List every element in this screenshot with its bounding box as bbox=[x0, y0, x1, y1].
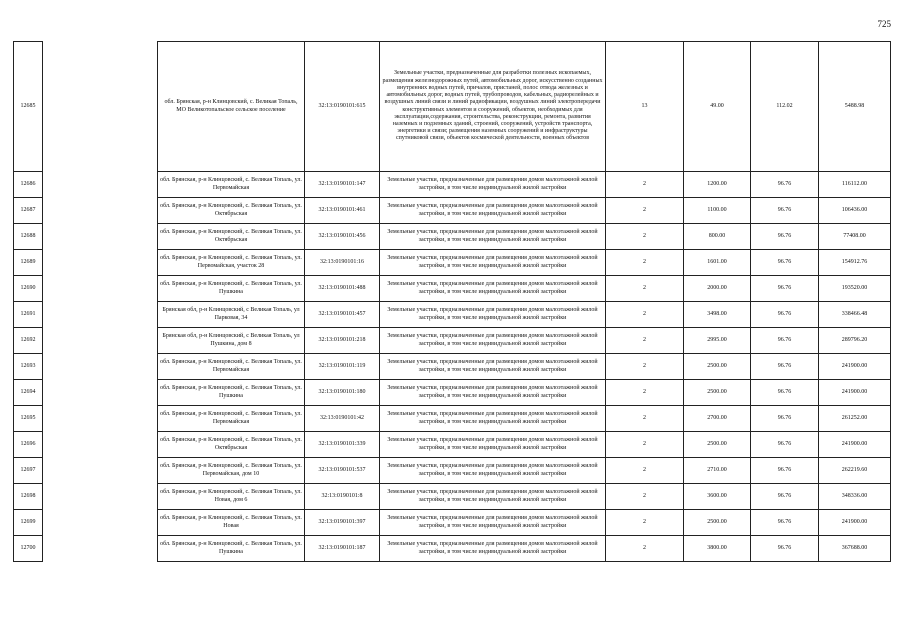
table-row bbox=[14, 354, 891, 380]
table-row bbox=[14, 198, 891, 224]
cadastral-number-cell: 32:13:0190101:397 bbox=[305, 510, 380, 536]
cadastral-value-cell: 106436.00 bbox=[819, 198, 891, 224]
cadastral-value-cell: 5488.98 bbox=[819, 42, 891, 172]
table-row bbox=[14, 380, 891, 406]
use-group-cell: 2 bbox=[606, 276, 684, 302]
specific-value-cell: 112.02 bbox=[751, 42, 819, 172]
land-use-cell: Земельные участки, предназначенные для размещения домов малоэтажной жилой застройки, в том числе индивидуальной жилой застройки bbox=[380, 328, 606, 354]
cadastral-number-cell: 32:13:0190101:456 bbox=[305, 224, 380, 250]
land-use-cell: Земельные участки, предназначенные для размещения домов малоэтажной жилой застройки, в том числе индивидуальной жилой застройки bbox=[380, 484, 606, 510]
area-cell: 49.00 bbox=[684, 42, 751, 172]
area-cell: 3800.00 bbox=[684, 536, 751, 562]
gap-cell bbox=[43, 380, 158, 406]
specific-value-cell: 96.76 bbox=[751, 302, 819, 328]
address-cell: Брянская обл, р-н Клинцовский, с Великая Топаль, ул Пушкина, дом 8 bbox=[158, 328, 305, 354]
specific-value-cell: 96.76 bbox=[751, 510, 819, 536]
use-group-cell: 2 bbox=[606, 302, 684, 328]
use-group-cell: 2 bbox=[606, 354, 684, 380]
table-row bbox=[14, 42, 891, 172]
cadastral-value-cell: 348336.00 bbox=[819, 484, 891, 510]
specific-value-cell: 96.76 bbox=[751, 224, 819, 250]
cadastral-value-cell: 262219.60 bbox=[819, 458, 891, 484]
record-number-cell: 12687 bbox=[14, 198, 43, 224]
cadastral-number-cell: 32:13:0190101:42 bbox=[305, 406, 380, 432]
land-use-cell: Земельные участки, предназначенные для размещения домов малоэтажной жилой застройки, в том числе индивидуальной жилой застройки bbox=[380, 250, 606, 276]
area-cell: 2000.00 bbox=[684, 276, 751, 302]
cadastral-value-cell: 154912.76 bbox=[819, 250, 891, 276]
gap-cell bbox=[43, 328, 158, 354]
area-cell: 2710.00 bbox=[684, 458, 751, 484]
cadastral-number-cell: 32:13:0190101:488 bbox=[305, 276, 380, 302]
area-cell: 3498.00 bbox=[684, 302, 751, 328]
address-cell: обл. Брянская, р-н Клинцовский, с. Великая Топаль, ул. Пушкина bbox=[158, 276, 305, 302]
specific-value-cell: 96.76 bbox=[751, 432, 819, 458]
specific-value-cell: 96.76 bbox=[751, 276, 819, 302]
record-number-cell: 12691 bbox=[14, 302, 43, 328]
gap-cell bbox=[43, 172, 158, 198]
cadastral-value-cell: 77408.00 bbox=[819, 224, 891, 250]
gap-cell bbox=[43, 42, 158, 172]
cadastral-number-cell: 32:13:0190101:461 bbox=[305, 198, 380, 224]
address-cell: обл. Брянская, р-н Клинцовский, с. Великая Топаль, ул. Первомайская bbox=[158, 354, 305, 380]
land-use-cell: Земельные участки, предназначенные для размещения домов малоэтажной жилой застройки, в том числе индивидуальной жилой застройки bbox=[380, 510, 606, 536]
gap-cell bbox=[43, 250, 158, 276]
record-number-cell: 12689 bbox=[14, 250, 43, 276]
area-cell: 1200.00 bbox=[684, 172, 751, 198]
record-number-cell: 12695 bbox=[14, 406, 43, 432]
area-cell: 1100.00 bbox=[684, 198, 751, 224]
gap-cell bbox=[43, 484, 158, 510]
cadastral-value-cell: 193520.00 bbox=[819, 276, 891, 302]
land-use-cell: Земельные участки, предназначенные для размещения домов малоэтажной жилой застройки, в том числе индивидуальной жилой застройки bbox=[380, 406, 606, 432]
cadastral-value-cell: 241900.00 bbox=[819, 432, 891, 458]
area-cell: 3600.00 bbox=[684, 484, 751, 510]
land-use-cell: Земельные участки, предназначенные для размещения домов малоэтажной жилой застройки, в том числе индивидуальной жилой застройки bbox=[380, 172, 606, 198]
land-use-cell: Земельные участки, предназначенные для размещения домов малоэтажной жилой застройки, в том числе индивидуальной жилой застройки bbox=[380, 224, 606, 250]
address-cell: обл. Брянская, р-н Клинцовский, с. Великая Топаль, ул. Новая bbox=[158, 510, 305, 536]
use-group-cell: 2 bbox=[606, 484, 684, 510]
area-cell: 2500.00 bbox=[684, 354, 751, 380]
table-row bbox=[14, 458, 891, 484]
gap-cell bbox=[43, 458, 158, 484]
address-cell: обл. Брянская, р-н Клинцовский, с. Великая Топаль, ул. Пушкина bbox=[158, 536, 305, 562]
record-number-cell: 12693 bbox=[14, 354, 43, 380]
use-group-cell: 2 bbox=[606, 406, 684, 432]
cadastral-number-cell: 32:13:0190101:457 bbox=[305, 302, 380, 328]
table-row bbox=[14, 250, 891, 276]
address-cell: обл. Брянская, р-н Клинцовский, с. Великая Топаль, ул. Пушкина bbox=[158, 380, 305, 406]
specific-value-cell: 96.76 bbox=[751, 198, 819, 224]
cadastral-number-cell: 32:13:0190101:615 bbox=[305, 42, 380, 172]
specific-value-cell: 96.76 bbox=[751, 172, 819, 198]
gap-cell bbox=[43, 432, 158, 458]
cadastral-value-cell: 241900.00 bbox=[819, 380, 891, 406]
cadastral-value-cell: 261252.00 bbox=[819, 406, 891, 432]
record-number-cell: 12688 bbox=[14, 224, 43, 250]
gap-cell bbox=[43, 510, 158, 536]
cadastral-value-cell: 241900.00 bbox=[819, 354, 891, 380]
cadastral-value-cell: 338466.48 bbox=[819, 302, 891, 328]
area-cell: 800.00 bbox=[684, 224, 751, 250]
table-row bbox=[14, 536, 891, 562]
use-group-cell: 2 bbox=[606, 328, 684, 354]
land-use-cell: Земельные участки, предназначенные для размещения домов малоэтажной жилой застройки, в том числе индивидуальной жилой застройки bbox=[380, 458, 606, 484]
cadastral-number-cell: 32:13:0190101:537 bbox=[305, 458, 380, 484]
area-cell: 2500.00 bbox=[684, 380, 751, 406]
record-number-cell: 12697 bbox=[14, 458, 43, 484]
cadastral-number-cell: 32:13:0190101:180 bbox=[305, 380, 380, 406]
address-cell: обл. Брянская, р-н Клинцовский, с. Великая Топаль, ул. Новая, дом 6 bbox=[158, 484, 305, 510]
area-cell: 2500.00 bbox=[684, 510, 751, 536]
cadastral-value-cell: 116112.00 bbox=[819, 172, 891, 198]
address-cell: обл. Брянская, р-н Клинцовский, с. Великая Топаль, ул. Октябрьская bbox=[158, 432, 305, 458]
cadastral-number-cell: 32:13:0190101:16 bbox=[305, 250, 380, 276]
table-row bbox=[14, 172, 891, 198]
table-row bbox=[14, 302, 891, 328]
gap-cell bbox=[43, 302, 158, 328]
use-group-cell: 2 bbox=[606, 510, 684, 536]
use-group-cell: 2 bbox=[606, 432, 684, 458]
table-body bbox=[14, 42, 891, 562]
address-cell: Брянская обл, р-н Клинцовский, с Великая Топаль, ул Парковая, 34 bbox=[158, 302, 305, 328]
land-use-cell: Земельные участки, предназначенные для разработки полезных ископаемых, размещения железнодорожных путей, автомобильных дорог, искусственно созданных внутренних водных путей, причалов, пристаней, полос отвода железных и автомобильных дорог, водных путей, трубопроводов, кабельных, радиорелейных и воздушных линий связи и линий радиофикации, воздушных линий электропередачи конструктивных элементов и сооружений, объектов, необходимых для эксплуатации,содержания, строительства, реконструкции, ремонта, развития наземных и подземных зданий, строений, сооружений, устройств транспорта, энергетики и связи; размещения наземных сооружений и инфраструктуры спутниковой связи, объектов космической деятельности, военных объектов bbox=[380, 42, 606, 172]
land-use-cell: Земельные участки, предназначенные для размещения домов малоэтажной жилой застройки, в том числе индивидуальной жилой застройки bbox=[380, 198, 606, 224]
record-number-cell: 12686 bbox=[14, 172, 43, 198]
land-use-cell: Земельные участки, предназначенные для размещения домов малоэтажной жилой застройки, в том числе индивидуальной жилой застройки bbox=[380, 354, 606, 380]
address-cell: обл. Брянская, р-н Клинцовский, с. Великая Топаль, МО Великотопальское сельское поселение bbox=[158, 42, 305, 172]
specific-value-cell: 96.76 bbox=[751, 328, 819, 354]
record-number-cell: 12699 bbox=[14, 510, 43, 536]
gap-cell bbox=[43, 536, 158, 562]
table-row bbox=[14, 484, 891, 510]
land-use-cell: Земельные участки, предназначенные для размещения домов малоэтажной жилой застройки, в том числе индивидуальной жилой застройки bbox=[380, 302, 606, 328]
record-number-cell: 12690 bbox=[14, 276, 43, 302]
record-number-cell: 12700 bbox=[14, 536, 43, 562]
table-row bbox=[14, 406, 891, 432]
record-number-cell: 12692 bbox=[14, 328, 43, 354]
specific-value-cell: 96.76 bbox=[751, 458, 819, 484]
use-group-cell: 2 bbox=[606, 224, 684, 250]
specific-value-cell: 96.76 bbox=[751, 354, 819, 380]
table-row bbox=[14, 224, 891, 250]
record-number-cell: 12685 bbox=[14, 42, 43, 172]
cadastral-number-cell: 32:13:0190101:147 bbox=[305, 172, 380, 198]
record-number-cell: 12694 bbox=[14, 380, 43, 406]
cadastral-number-cell: 32:13:0190101:218 bbox=[305, 328, 380, 354]
address-cell: обл. Брянская, р-н Клинцовский, с. Великая Топаль, ул. Первомайская bbox=[158, 172, 305, 198]
use-group-cell: 2 bbox=[606, 458, 684, 484]
cadastral-number-cell: 32:13:0190101:119 bbox=[305, 354, 380, 380]
gap-cell bbox=[43, 406, 158, 432]
address-cell: обл. Брянская, р-н Клинцовский, с. Великая Топаль, ул. Октябрьская bbox=[158, 198, 305, 224]
gap-cell bbox=[43, 224, 158, 250]
table-row bbox=[14, 328, 891, 354]
use-group-cell: 13 bbox=[606, 42, 684, 172]
address-cell: обл. Брянская, р-н Клинцовский, с. Великая Топаль, ул. Октябрьская bbox=[158, 224, 305, 250]
record-number-cell: 12698 bbox=[14, 484, 43, 510]
area-cell: 1601.00 bbox=[684, 250, 751, 276]
cadastral-value-cell: 289796.20 bbox=[819, 328, 891, 354]
cadastral-number-cell: 32:13:0190101:187 bbox=[305, 536, 380, 562]
land-cadastral-value-table bbox=[13, 41, 891, 562]
use-group-cell: 2 bbox=[606, 198, 684, 224]
specific-value-cell: 96.76 bbox=[751, 406, 819, 432]
specific-value-cell: 96.76 bbox=[751, 484, 819, 510]
table-row bbox=[14, 432, 891, 458]
address-cell: обл. Брянская, р-н Клинцовский, с. Великая Топаль, ул. Первомайская, дом 10 bbox=[158, 458, 305, 484]
use-group-cell: 2 bbox=[606, 250, 684, 276]
gap-cell bbox=[43, 276, 158, 302]
land-use-cell: Земельные участки, предназначенные для размещения домов малоэтажной жилой застройки, в том числе индивидуальной жилой застройки bbox=[380, 536, 606, 562]
gap-cell bbox=[43, 354, 158, 380]
gap-cell bbox=[43, 198, 158, 224]
record-number-cell: 12696 bbox=[14, 432, 43, 458]
table-row bbox=[14, 510, 891, 536]
use-group-cell: 2 bbox=[606, 380, 684, 406]
area-cell: 2700.00 bbox=[684, 406, 751, 432]
specific-value-cell: 96.76 bbox=[751, 536, 819, 562]
area-cell: 2995.00 bbox=[684, 328, 751, 354]
cadastral-value-cell: 241900.00 bbox=[819, 510, 891, 536]
address-cell: обл. Брянская, р-н Клинцовский, с. Великая Топаль, ул. Первомайская bbox=[158, 406, 305, 432]
cadastral-number-cell: 32:13:0190101:8 bbox=[305, 484, 380, 510]
cadastral-value-cell: 367688.00 bbox=[819, 536, 891, 562]
page-number: 725 bbox=[877, 19, 891, 29]
land-use-cell: Земельные участки, предназначенные для размещения домов малоэтажной жилой застройки, в том числе индивидуальной жилой застройки bbox=[380, 380, 606, 406]
area-cell: 2500.00 bbox=[684, 432, 751, 458]
use-group-cell: 2 bbox=[606, 172, 684, 198]
cadastral-number-cell: 32:13:0190101:339 bbox=[305, 432, 380, 458]
address-cell: обл. Брянская, р-н Клинцовский, с. Великая Топаль, ул. Первомайская, участок 28 bbox=[158, 250, 305, 276]
table-row bbox=[14, 276, 891, 302]
land-use-cell: Земельные участки, предназначенные для размещения домов малоэтажной жилой застройки, в том числе индивидуальной жилой застройки bbox=[380, 432, 606, 458]
use-group-cell: 2 bbox=[606, 536, 684, 562]
specific-value-cell: 96.76 bbox=[751, 380, 819, 406]
specific-value-cell: 96.76 bbox=[751, 250, 819, 276]
land-use-cell: Земельные участки, предназначенные для размещения домов малоэтажной жилой застройки, в том числе индивидуальной жилой застройки bbox=[380, 276, 606, 302]
